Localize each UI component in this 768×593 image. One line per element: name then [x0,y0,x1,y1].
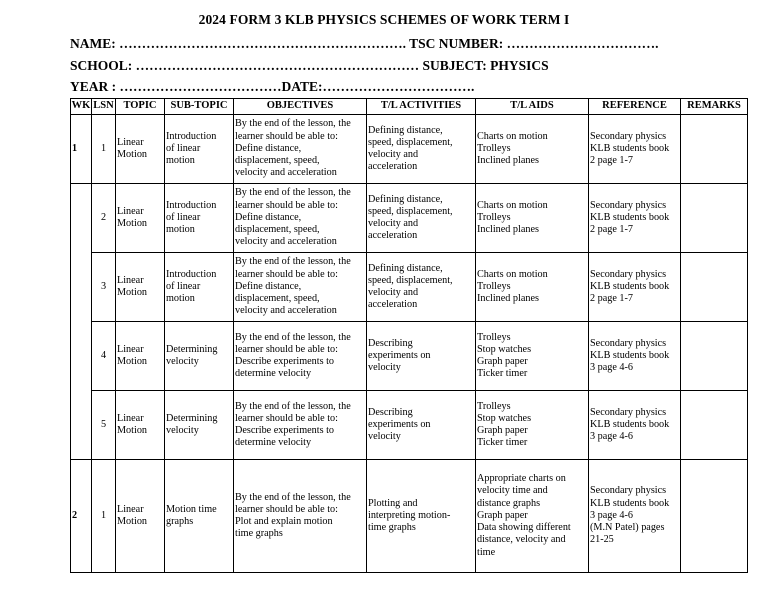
aids-line: Inclined planes [477,293,539,305]
reference-line: (M.N Patel) pages [590,522,665,534]
aids-line: Graph paper [477,425,528,436]
objectives-line: Plot and explain motion [235,516,333,527]
aids-line: Trolleys [477,400,511,412]
topic-line: Motion [117,516,148,527]
topic-line: Motion [117,218,148,229]
topic-line: Motion [117,287,148,298]
reference-line: KLB students book [590,349,670,361]
col-header-topic: TOPIC [116,99,165,115]
objectives-line: By the end of the lesson, the [235,118,351,130]
activities-line: Describing [368,337,413,349]
reference-line: 2 page 1-7 [590,155,633,167]
cell-aids [476,115,589,184]
cell-objectives [234,460,367,573]
aids-line: Charts on motion [477,268,548,280]
col-header-remarks: REMARKS [681,99,748,115]
aids-line: Ticker timer [477,437,528,449]
objectives-line: Describe experiments to [235,425,335,436]
objectives-line: learner should be able to: [235,343,338,355]
reference-line: Secondary physics [590,485,667,497]
objectives-line: learner should be able to: [235,130,338,142]
cell-topic [116,253,165,322]
objectives-line: displacement, speed, [235,293,320,305]
cell-lesson: 5 [92,391,116,460]
col-header-subtopic: SUB-TOPIC [165,99,234,115]
cell-subtopic [165,322,234,391]
cell-activities [367,253,476,322]
reference-line: KLB students book [590,497,670,509]
cell-remarks [681,391,748,460]
cell-remarks [681,253,748,322]
activities-line: velocity [368,431,401,443]
aids-line: distance graphs [477,497,541,509]
cell-topic [116,115,165,184]
reference-line: 3 page 4-6 [590,362,633,374]
objectives-line: determine velocity [235,368,312,380]
aids-line: Appropriate charts on [477,473,566,485]
cell-objectives [234,253,367,322]
cell-remarks [681,460,748,573]
cell-activities [367,115,476,184]
name-line: NAME: ………………………………………………………. TSC NUMBER: ……………………………. [70,36,659,51]
objectives-line: learner should be able to: [235,268,338,280]
objectives-line: By the end of the lesson, the [235,491,351,503]
cell-reference [589,322,681,391]
activities-line: speed, displacement, [368,274,453,286]
cell-subtopic [165,460,234,573]
school-line: SCHOOL: ……………………………………………………… SUBJECT: PHYSICS [70,58,549,73]
cell-lesson: 1 [92,460,116,573]
objectives-line: velocity and acceleration [235,305,337,317]
topic-line: Motion [117,425,148,436]
cell-week [71,184,92,253]
reference-line: Secondary physics [590,406,667,418]
activities-line: experiments on [368,349,431,361]
reference-line: 3 page 4-6 [590,431,633,443]
activities-line: interpreting motion- [368,509,451,521]
activities-line: velocity and [368,287,419,298]
objectives-line: Describe experiments to [235,356,335,367]
subtopic-line: of linear [166,142,201,154]
objectives-line: displacement, speed, [235,224,320,236]
topic-line: Linear [117,274,144,286]
table-row [71,184,748,253]
aids-line: Graph paper [477,509,528,521]
objectives-line: Define distance, [235,142,302,154]
scheme-of-work-table [70,98,748,573]
aids-line: Inclined planes [477,155,539,167]
cell-topic [116,391,165,460]
cell-activities [367,322,476,391]
reference-line: 3 page 4-6 [590,509,633,521]
table-header-row [71,99,748,115]
table-row [71,460,748,573]
reference-line: KLB students book [590,418,670,430]
col-header-lsn: LSN [92,99,116,115]
reference-line: Secondary physics [590,199,667,211]
subtopic-line: Introduction [166,268,217,280]
topic-line: Linear [117,343,144,355]
topic-line: Motion [117,356,148,367]
reference-line: Secondary physics [590,337,667,349]
cell-activities [367,460,476,573]
cell-objectives [234,184,367,253]
cell-reference [589,253,681,322]
aids-line: distance, velocity and [477,534,566,546]
subtopic-line: Introduction [166,199,217,211]
objectives-line: By the end of the lesson, the [235,400,351,412]
cell-subtopic [165,253,234,322]
subtopic-line: Determining [166,412,218,424]
year-line: YEAR : ………………………………DATE:……………………………. [70,79,475,94]
cell-week [71,322,92,391]
cell-lesson: 1 [92,115,116,184]
cell-lesson: 2 [92,184,116,253]
objectives-line: By the end of the lesson, the [235,331,351,343]
activities-line: acceleration [368,299,418,311]
topic-line: Linear [117,503,144,515]
topic-line: Linear [117,205,144,217]
activities-line: acceleration [368,161,418,173]
activities-line: acceleration [368,230,418,242]
subtopic-line: motion [166,293,195,305]
aids-line: Data showing different [477,522,571,534]
subtopic-line: graphs [166,516,194,527]
activities-line: experiments on [368,418,431,430]
col-header-wk: WK [71,99,92,115]
subtopic-line: motion [166,224,195,236]
reference-line: KLB students book [590,142,670,154]
objectives-line: determine velocity [235,437,312,449]
subtopic-line: Motion time [166,503,217,515]
cell-objectives [234,115,367,184]
cell-aids [476,184,589,253]
aids-line: Trolleys [477,331,511,343]
aids-line: Trolleys [477,211,511,223]
cell-reference [589,460,681,573]
activities-line: Defining distance, [368,193,443,205]
activities-line: velocity and [368,149,419,160]
cell-topic [116,322,165,391]
reference-line: 21-25 [590,534,614,546]
aids-line: Stop watches [477,412,532,424]
topic-line: Linear [117,412,144,424]
objectives-line: By the end of the lesson, the [235,256,351,268]
reference-line: 2 page 1-7 [590,293,633,305]
reference-line: KLB students book [590,211,670,223]
subtopic-line: Introduction [166,130,217,142]
cell-aids [476,253,589,322]
objectives-line: Define distance, [235,211,302,223]
cell-reference [589,115,681,184]
aids-line: Graph paper [477,356,528,367]
activities-line: Defining distance, [368,262,443,274]
subtopic-line: of linear [166,211,201,223]
reference-line: KLB students book [590,280,670,292]
cell-objectives [234,322,367,391]
objectives-line: displacement, speed, [235,155,320,167]
cell-subtopic [165,184,234,253]
activities-line: Defining distance, [368,124,443,136]
cell-activities [367,184,476,253]
cell-remarks [681,322,748,391]
aids-line: Stop watches [477,343,532,355]
cell-topic [116,184,165,253]
subtopic-line: Determining [166,343,218,355]
aids-line: Inclined planes [477,224,539,236]
cell-subtopic [165,115,234,184]
cell-remarks [681,115,748,184]
cell-week: 1 [71,115,92,184]
aids-line: time [477,546,496,558]
subtopic-line: velocity [166,425,199,436]
cell-lesson: 4 [92,322,116,391]
cell-topic [116,460,165,573]
subtopic-line: velocity [166,356,199,367]
aids-line: Charts on motion [477,199,548,211]
cell-activities [367,391,476,460]
activities-line: time graphs [368,522,416,534]
cell-week: 2 [71,460,92,573]
objectives-line: learner should be able to: [235,199,338,211]
page-title: 2024 FORM 3 KLB PHYSICS SCHEMES OF WORK TERM I [198,12,570,27]
cell-remarks [681,184,748,253]
table-row [71,391,748,460]
objectives-line: By the end of the lesson, the [235,187,351,199]
col-header-reference: REFERENCE [589,99,681,115]
cell-week [71,253,92,322]
table-row [71,115,748,184]
objectives-line: Define distance, [235,280,302,292]
cell-week [71,391,92,460]
objectives-line: learner should be able to: [235,503,338,515]
col-header-activities: T/L ACTIVITIES [367,99,476,115]
objectives-line: time graphs [235,528,283,540]
reference-line: Secondary physics [590,130,667,142]
cell-aids [476,322,589,391]
subtopic-line: motion [166,155,195,167]
reference-line: Secondary physics [590,268,667,280]
activities-line: Plotting and [368,497,418,509]
cell-aids [476,391,589,460]
table-row [71,253,748,322]
objectives-line: learner should be able to: [235,412,338,424]
reference-line: 2 page 1-7 [590,224,633,236]
cell-lesson: 3 [92,253,116,322]
col-header-aids: T/L AIDS [476,99,589,115]
activities-line: Describing [368,406,413,418]
activities-line: velocity [368,362,401,374]
cell-aids [476,460,589,573]
activities-line: velocity and [368,218,419,229]
cell-reference [589,391,681,460]
aids-line: Trolleys [477,142,511,154]
col-header-objectives: OBJECTIVES [234,99,367,115]
topic-line: Motion [117,149,148,160]
topic-line: Linear [117,136,144,148]
cell-objectives [234,391,367,460]
cell-reference [589,184,681,253]
aids-line: Charts on motion [477,130,548,142]
aids-line: Ticker timer [477,368,528,380]
objectives-line: velocity and acceleration [235,167,337,179]
activities-line: speed, displacement, [368,205,453,217]
cell-subtopic [165,391,234,460]
activities-line: speed, displacement, [368,136,453,148]
aids-line: Trolleys [477,280,511,292]
subtopic-line: of linear [166,280,201,292]
table-row [71,322,748,391]
aids-line: velocity time and [477,485,548,497]
objectives-line: velocity and acceleration [235,236,337,248]
